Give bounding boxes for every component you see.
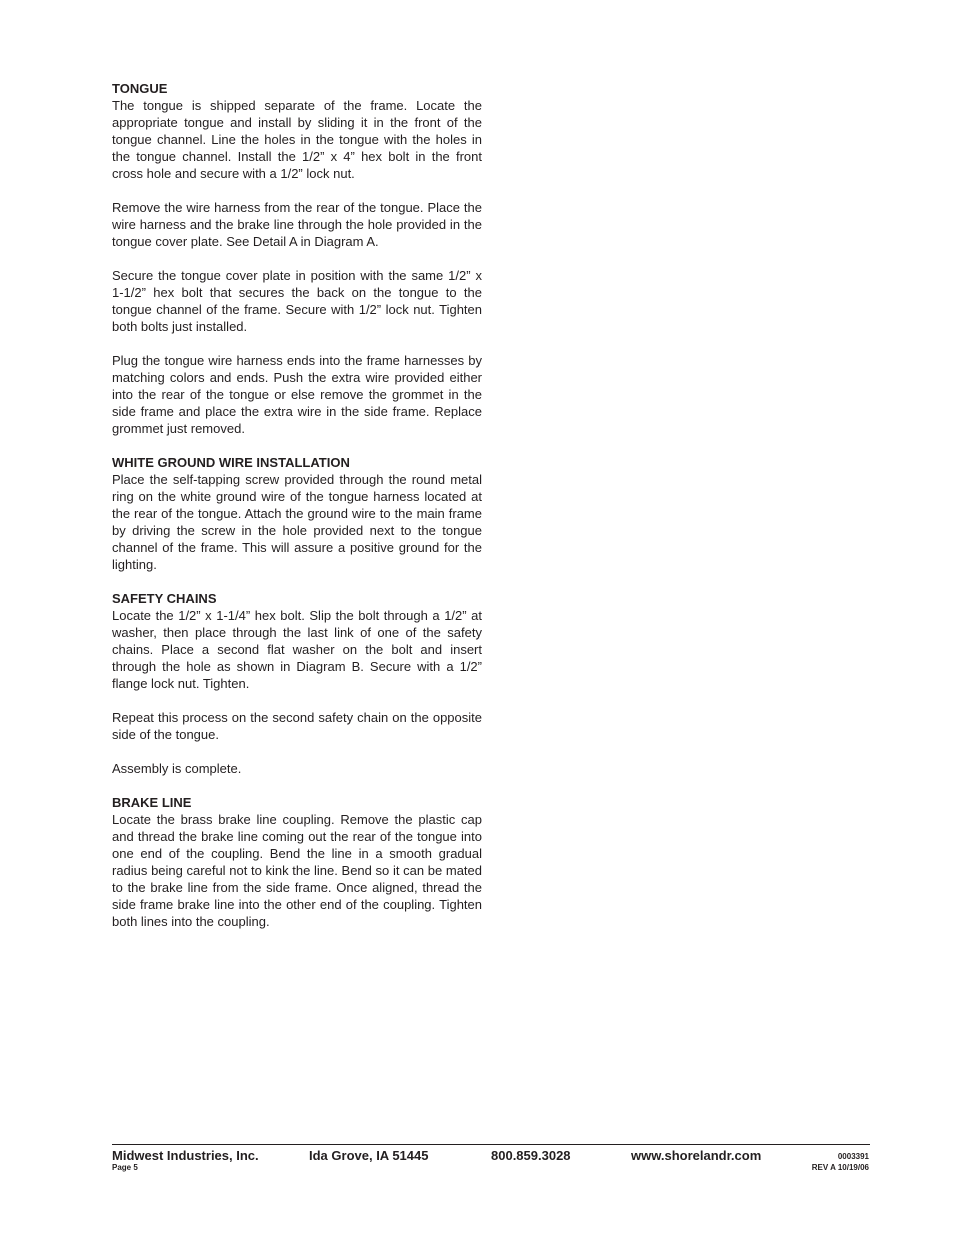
section-heading-tongue: TONGUE xyxy=(112,81,168,96)
brake-line-paragraph-1: Locate the brass brake line coupling. Remove the plastic cap and thread the brake line coming out the rear of the tongue into one end of the coupling. Bend the line in a smooth gradual radius being careful not to kink the line. Bend so it can be mated to the brake line from the side frame. Once aligned, thread the side frame brake line into the other end of the coupling. Tighten both lines into the coupling. xyxy=(112,812,482,929)
safety-chains-paragraph-3: Assembly is complete. xyxy=(112,761,242,776)
footer-page-number: Page 5 xyxy=(112,1163,138,1172)
section-heading-safety-chains: SAFETY CHAINS xyxy=(112,591,217,606)
section-heading-brake-line: BRAKE LINE xyxy=(112,795,192,810)
ground-wire-paragraph-1: Place the self-tapping screw provided through the round metal ring on the white ground wire of the tongue harness located at the rear of the tongue. Attach the ground wire to the main frame by driving the screw in the hole provided next to the tongue channel of the frame. This will assure a positive ground for the lighting. xyxy=(112,472,482,572)
main-text-column xyxy=(112,80,482,947)
tongue-paragraph-2: Remove the wire harness from the rear of the tongue. Place the wire harness and the brake line through the hole provided in the tongue cover plate. See Detail A in Diagram A. xyxy=(112,200,482,249)
footer-website: www.shorelandr.com xyxy=(631,1148,762,1163)
footer-company: Midwest Industries, Inc. xyxy=(112,1148,259,1163)
footer-divider xyxy=(112,1144,870,1145)
safety-chains-paragraph-1: Locate the 1/2” x 1-1/4” hex bolt. Slip the bolt through a 1/2” at washer, then place through the last link of one of the safety chains. Place a second flat washer on the bolt and insert through the hole as shown in Diagram B. Secure with a 1/2” flange lock nut. Tighten. xyxy=(112,608,482,691)
safety-chains-paragraph-2: Repeat this process on the second safety chain on the opposite side of the tongue. xyxy=(112,710,482,742)
footer-phone: 800.859.3028 xyxy=(491,1148,571,1163)
section-heading-ground-wire: WHITE GROUND WIRE INSTALLATION xyxy=(112,455,350,470)
footer-location: Ida Grove, IA 51445 xyxy=(309,1148,429,1163)
tongue-paragraph-3: Secure the tongue cover plate in position with the same 1/2” x 1-1/2” hex bolt that secures the back on the tongue to the tongue channel of the frame. Secure with 1/2” lock nut. Tighten both bolts just installed. xyxy=(112,268,482,334)
tongue-paragraph-4: Plug the tongue wire harness ends into the frame harnesses by matching colors and ends. Push the extra wire provided either into the rear of the tongue or else remove the grommet in the side frame and place the extra wire in the side frame. Replace grommet just removed. xyxy=(112,353,482,436)
footer-revision: REV A 10/19/06 xyxy=(811,1163,869,1172)
footer-doc-number: 0003391 xyxy=(837,1152,869,1161)
tongue-paragraph-1: The tongue is shipped separate of the frame. Locate the appropriate tongue and install by sliding it in the front of the tongue channel. Line the holes in the tongue with the holes in the tongue channel. Install the 1/2” x 4” hex bolt in the front cross hole and secure with a 1/2” lock nut. xyxy=(112,98,482,181)
